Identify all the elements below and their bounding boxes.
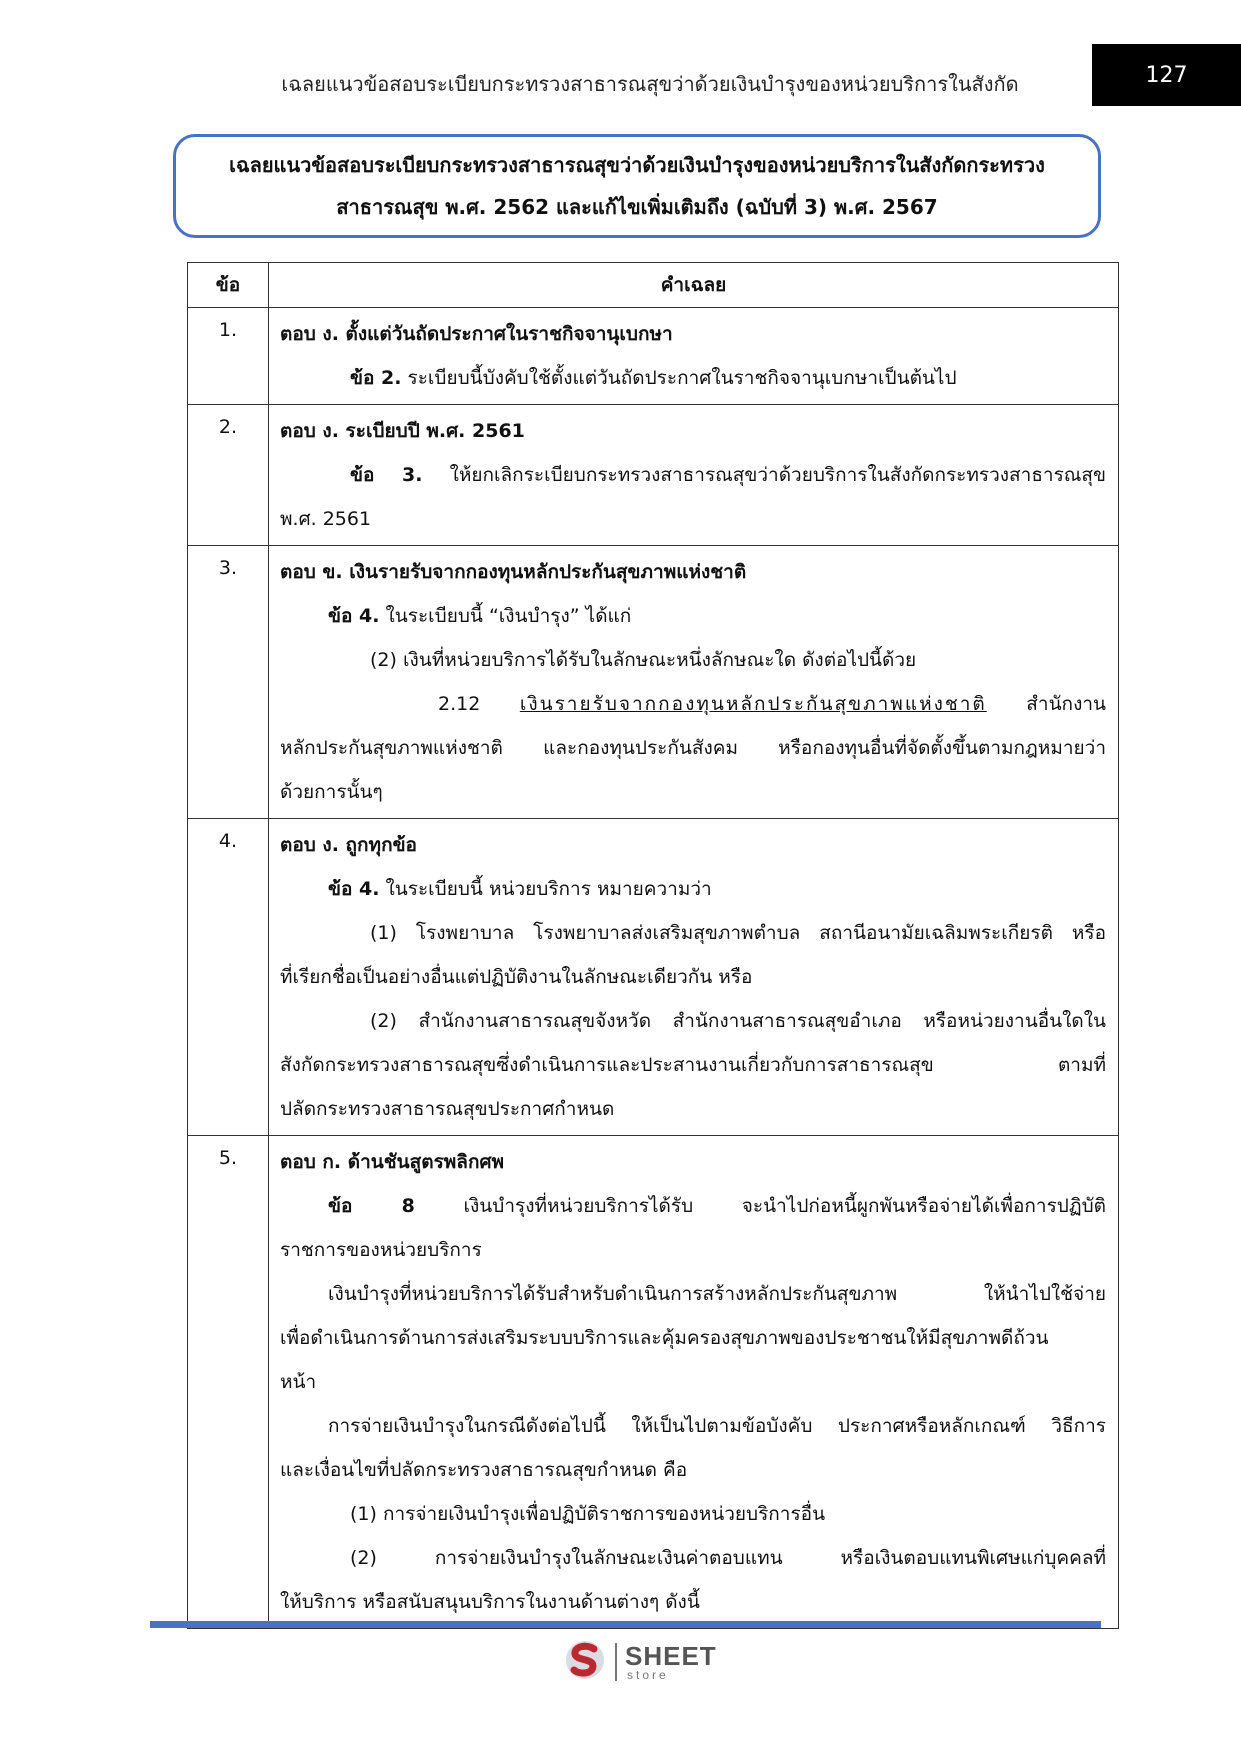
answer-cell [269, 546, 1119, 819]
explanation-line: เพื่อดำเนินการด้านการส่งเสริมระบบบริการและคุ้มครองสุขภาพของประชาชนให้มีสุขภาพดีถ้วน [280, 1327, 1049, 1349]
document-title-line-2: สาธารณสุข พ.ศ. 2562 และแก้ไขเพิ่มเติมถึง (ฉบับที่ 3) พ.ศ. 2567 [336, 195, 938, 219]
answer-cell [269, 819, 1119, 1136]
table-row [188, 405, 1119, 546]
logo-wordmark: SHEET [625, 1641, 717, 1671]
explanation-line: เงินบำรุงที่หน่วยบริการได้รับสำหรับดำเนินการสร้างหลักประกันสุขภาพ ให้นำไปใช้จ่าย [328, 1283, 1106, 1305]
explanation-line: ข้อ 4. ในระเบียบนี้ “เงินบำรุง” ได้แก่ [328, 605, 632, 627]
explanation-line: ราชการของหน่วยบริการ [280, 1239, 482, 1261]
sheet-store-s-icon [563, 1637, 607, 1687]
table-header-row [188, 263, 1119, 308]
footer-rule [150, 1621, 1101, 1628]
explanation-line: (2) เงินที่หน่วยบริการได้รับในลักษณะหนึ่งลักษณะใด ดังต่อไปนี้ด้วย [370, 649, 917, 671]
explanation-line: ให้บริการ หรือสนับสนุนบริการในงานด้านต่างๆ ดังนี้ [280, 1591, 700, 1613]
answer-choice: ตอบ ง. ตั้งแต่วันถัดประกาศในราชกิจจานุเบกษา [280, 323, 673, 345]
explanation-line: หลักประกันสุขภาพแห่งชาติ และกองทุนประกันสังคม หรือกองทุนอื่นที่จัดตั้งขึ้นตามกฎหมายว่า [280, 737, 1106, 759]
column-header-answer: คำเฉลย [269, 263, 1119, 308]
logo-text [625, 1643, 717, 1681]
answer-cell [269, 308, 1119, 405]
sheet-store-logo [563, 1636, 717, 1688]
table-row [188, 546, 1119, 819]
answer-choice: ตอบ ง. ระเบียบปี พ.ศ. 2561 [280, 420, 525, 442]
explanation-line: ข้อ 2. ระเบียบนี้บังคับใช้ตั้งแต่วันถัดประกาศในราชกิจจานุเบกษาเป็นต้นไป [350, 367, 957, 389]
table-row [188, 819, 1119, 1136]
column-header-number: ข้อ [188, 263, 269, 308]
question-number: 4. [188, 819, 269, 1136]
explanation-line: หน้า [280, 1371, 317, 1393]
logo-subtext: store [627, 1668, 669, 1682]
question-number: 3. [188, 546, 269, 819]
table-row [188, 1136, 1119, 1629]
explanation-line: (2) การจ่ายเงินบำรุงในลักษณะเงินค่าตอบแทน หรือเงินตอบแทนพิเศษแก่บุคคลที่ [350, 1547, 1106, 1569]
explanation-line: พ.ศ. 2561 [280, 508, 372, 530]
explanation-line: ปลัดกระทรวงสาธารณสุขประกาศกำหนด [280, 1098, 615, 1120]
answer-cell [269, 1136, 1119, 1629]
logo-divider [615, 1643, 617, 1681]
page-number: 127 [1092, 44, 1241, 106]
explanation-line: การจ่ายเงินบำรุงในกรณีดังต่อไปนี้ ให้เป็นไปตามข้อบังคับ ประกาศหรือหลักเกณฑ์ วิธีการ [328, 1415, 1106, 1437]
explanation-line: ด้วยการนั้นๆ [280, 781, 383, 803]
document-title-line-1: เฉลยแนวข้อสอบระเบียบกระทรวงสาธารณสุขว่าด้วยเงินบำรุงของหน่วยบริการในสังกัดกระทรวง [229, 153, 1045, 177]
question-number: 1. [188, 308, 269, 405]
answer-choice: ตอบ ก. ด้านชันสูตรพลิกศพ [280, 1151, 505, 1173]
running-title: เฉลยแนวข้อสอบระเบียบกระทรวงสาธารณสุขว่าด้วยเงินบำรุงของหน่วยบริการในสังกัด [281, 72, 1019, 96]
explanation-line: ที่เรียกชื่อเป็นอย่างอื่นแต่ปฏิบัติงานในลักษณะเดียวกัน หรือ [280, 966, 753, 988]
answer-cell [269, 405, 1119, 546]
explanation-line: (2) สำนักงานสาธารณสุขจังหวัด สำนักงานสาธารณสุขอำเภอ หรือหน่วยงานอื่นใดใน [370, 1010, 1106, 1032]
answer-table [187, 262, 1119, 1629]
question-number: 2. [188, 405, 269, 546]
explanation-line: 2.12 เงินรายรับจากกองทุนหลักประกันสุขภาพแห่งชาติ สำนักงาน [438, 693, 1106, 715]
explanation-line: ข้อ 3. ให้ยกเลิกระเบียบกระทรวงสาธารณสุขว่าด้วยบริการในสังกัดกระทรวงสาธารณสุข [350, 464, 1106, 486]
table-row [188, 308, 1119, 405]
explanation-line: และเงื่อนไขที่ปลัดกระทรวงสาธารณสุขกำหนด คือ [280, 1459, 688, 1481]
explanation-line: (1) โรงพยาบาล โรงพยาบาลส่งเสริมสุขภาพตำบล สถานีอนามัยเฉลิมพระเกียรติ หรือ [370, 922, 1106, 944]
question-number: 5. [188, 1136, 269, 1629]
answer-choice: ตอบ ง. ถูกทุกข้อ [280, 834, 417, 856]
explanation-line: (1) การจ่ายเงินบำรุงเพื่อปฏิบัติราชการของหน่วยบริการอื่น [350, 1503, 826, 1525]
explanation-line: ข้อ 4. ในระเบียบนี้ หน่วยบริการ หมายความว่า [328, 878, 712, 900]
explanation-line: สังกัดกระทรวงสาธารณสุขซึ่งดำเนินการและประสานงานเกี่ยวกับการสาธารณสุข ตามที่ [280, 1054, 1106, 1076]
explanation-line: ข้อ 8 เงินบำรุงที่หน่วยบริการได้รับ จะนำไปก่อหนี้ผูกพันหรือจ่ายได้เพื่อการปฏิบัติ [328, 1195, 1106, 1217]
document-title-box [173, 134, 1101, 238]
answer-choice: ตอบ ข. เงินรายรับจากกองทุนหลักประกันสุขภาพแห่งชาติ [280, 561, 747, 583]
